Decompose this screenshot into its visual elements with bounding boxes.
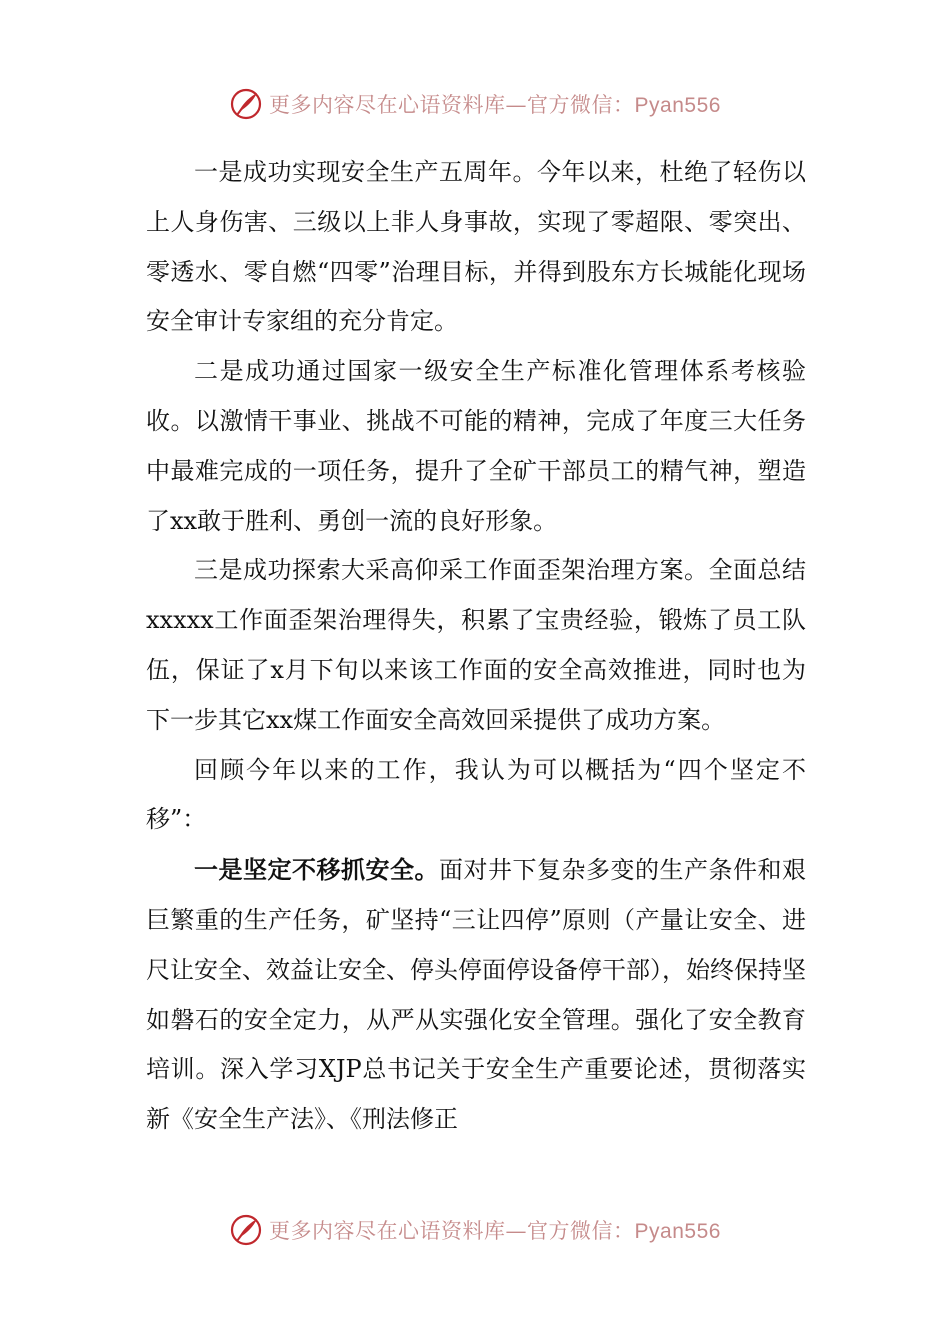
footer-banner xyxy=(0,1210,950,1250)
quill-logo-icon xyxy=(229,87,263,121)
paragraph-1: 一是成功实现安全生产五周年。今年以来，杜绝了轻伤以上人身伤害、三级以上非人身事故，实现了零超限、零突出、零透水、零自燃“四零”治理目标，并得到股东方长城能化现场安全审计专家组的充分肯定。 xyxy=(146,158,806,336)
header-banner xyxy=(0,84,950,124)
footer-banner-text xyxy=(269,1215,721,1245)
header-banner-label: 更多内容尽在心语资料库—官方微信： xyxy=(269,93,635,117)
header-banner-brand: Pyan556 xyxy=(634,94,721,117)
footer-banner-brand: Pyan556 xyxy=(634,1220,721,1243)
paragraph-5 xyxy=(146,845,806,1145)
paragraph-5-text: 面对井下复杂多变的生产条件和艰巨繁重的生产任务，矿坚持“三让四停”原则（产量让安全、进尺让安全、效益让安全、停头停面停设备停干部），始终保持坚如磐石的安全定力，从严从实强化安全管理。强化了安全教育培训。深入学习XJP总书记关于安全生产重要论述，贯彻落实新《安全生产法》、《刑法修正 xyxy=(146,856,806,1134)
paragraph-3: 三是成功探索大采高仰采工作面歪架治理方案。全面总结xxxxx工作面歪架治理得失，积累了宝贵经验，锻炼了员工队伍，保证了x月下旬以来该工作面的安全高效推进，同时也为下一步其它xx煤工作面安全高效回采提供了成功方案。 xyxy=(146,556,806,734)
quill-logo-icon xyxy=(229,1213,263,1247)
header-banner-text xyxy=(269,89,721,119)
document-body xyxy=(146,148,806,1145)
paragraph-5-lead: 一是坚定不移抓安全。 xyxy=(194,855,439,885)
footer-banner-label: 更多内容尽在心语资料库—官方微信： xyxy=(269,1219,635,1243)
paragraph-2: 二是成功通过国家一级安全生产标准化管理体系考核验收。以激情干事业、挑战不可能的精神，完成了年度三大任务中最难完成的一项任务，提升了全矿干部员工的精气神，塑造了xx敢于胜利、勇创一流的良好形象。 xyxy=(146,357,806,535)
paragraph-4: 回顾今年以来的工作，我认为可以概括为“四个坚定不移”： xyxy=(146,755,806,834)
